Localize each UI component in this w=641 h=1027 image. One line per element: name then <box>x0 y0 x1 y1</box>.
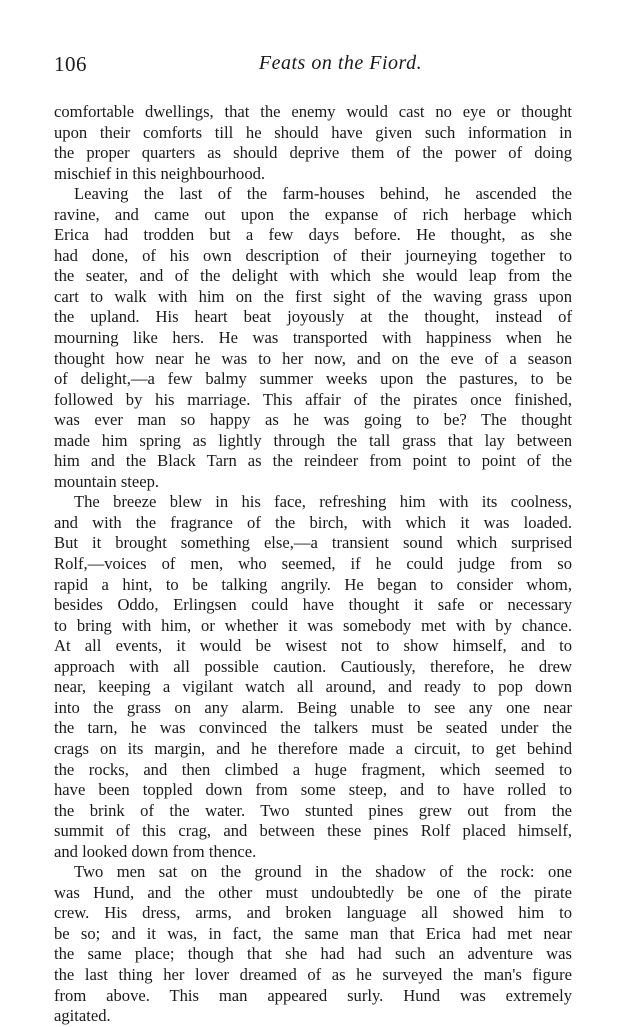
running-head <box>54 52 587 80</box>
text-line: mischief in this neighbourhood. <box>54 163 266 183</box>
text-line: rapid a hint, to be talking angrily. He began to consider whom, <box>54 574 572 594</box>
text-line: besides Oddo, Erlingsen could have thought it safe or necessary <box>54 595 572 615</box>
text-line: Leaving the last of the farm-houses behind, he ascended the <box>74 184 572 204</box>
text-line: mountain steep. <box>54 471 160 491</box>
text-line: was ever man so happy as he was going to be? The thought <box>54 410 572 430</box>
text-line: to bring with him, or whether it was somebody met with by chance. <box>54 615 572 635</box>
text-line: and looked down from thence. <box>54 841 257 861</box>
text-line: the same place; though that she had had such an adventure was <box>54 944 572 964</box>
text-line: near, keeping a vigilant watch all around, and ready to pop down <box>54 677 572 697</box>
text-line: cart to walk with him on the first sight of the waving grass upon <box>54 286 572 306</box>
text-line: had done, of his own description of their journeying together to <box>54 245 572 265</box>
text-line: made him spring as lightly through the tall grass that lay between <box>54 430 572 450</box>
text-line: from above. This man appeared surly. Hund was extremely <box>54 985 572 1005</box>
text-line: comfortable dwellings, that the enemy would cast no eye or thought <box>54 102 572 121</box>
text-line: Rolf,—voices of men, who seemed, if he could judge from so <box>54 554 572 574</box>
text-line: agitated. <box>54 1006 111 1026</box>
page-number: 106 <box>54 52 87 76</box>
text-line: was Hund, and the other must undoubtedly be one of the pirate <box>54 882 572 902</box>
text-line: and with the fragrance of the birch, with which it was loaded. <box>54 512 572 532</box>
text-line: the proper quarters as should deprive them of the power of doing <box>54 143 572 163</box>
text-line: The breeze blew in his face, refreshing him with its coolness, <box>74 492 572 512</box>
text-line: crew. His dress, arms, and broken language all showed him to <box>54 903 572 923</box>
text-line: thought how near he was to her now, and on the eve of a season <box>54 348 572 368</box>
text-line: ravine, and came out upon the expanse of rich herbage which <box>54 204 572 224</box>
text-line: the upland. His heart beat joyously at the thought, instead of <box>54 307 572 327</box>
text-line: the rocks, and then climbed a huge fragment, which seemed to <box>54 759 572 779</box>
text-line: But it brought something else,—a transient sound which surprised <box>54 533 572 553</box>
text-line: mourning like hers. He was transported with happiness when he <box>54 328 572 348</box>
text-line: into the grass on any alarm. Being unable to see any one near <box>54 697 572 717</box>
text-line: upon their comforts till he should have given such information in <box>54 122 572 142</box>
text-line: followed by his marriage. This affair of the pirates once finished, <box>54 389 572 409</box>
text-line: At all events, it would be wisest not to show himself, and to <box>54 636 572 656</box>
text-line: the tarn, he was convinced the talkers must be seated under the <box>54 718 572 738</box>
text-line: him and the Black Tarn as the reindeer from point to point of the <box>54 451 572 471</box>
text-line: approach with all possible caution. Cautiously, therefore, he drew <box>54 656 572 676</box>
text-line: the brink of the water. Two stunted pines grew out from the <box>54 800 572 820</box>
body-text <box>54 102 572 1027</box>
running-title: Feats on the Fiord. <box>258 52 423 74</box>
text-line: the seater, and of the delight with which she would leap from the <box>54 266 572 286</box>
text-line: the last thing her lover dreamed of as he surveyed the man's figure <box>54 964 572 984</box>
text-line: Erica had trodden but a few days before. He thought, as she <box>54 225 572 245</box>
text-line: Two men sat on the ground in the shadow of the rock: one <box>74 862 572 882</box>
text-line: have been toppled down from some steep, and to have rolled to <box>54 780 572 800</box>
text-line: of delight,—a few balmy summer weeks upon the pastures, to be <box>54 369 572 389</box>
text-line: crags on its margin, and he therefore made a circuit, to get behind <box>54 738 572 758</box>
text-line: summit of this crag, and between these pines Rolf placed himself, <box>54 821 572 841</box>
text-line: be so; and it was, in fact, the same man that Erica had met near <box>54 923 572 943</box>
